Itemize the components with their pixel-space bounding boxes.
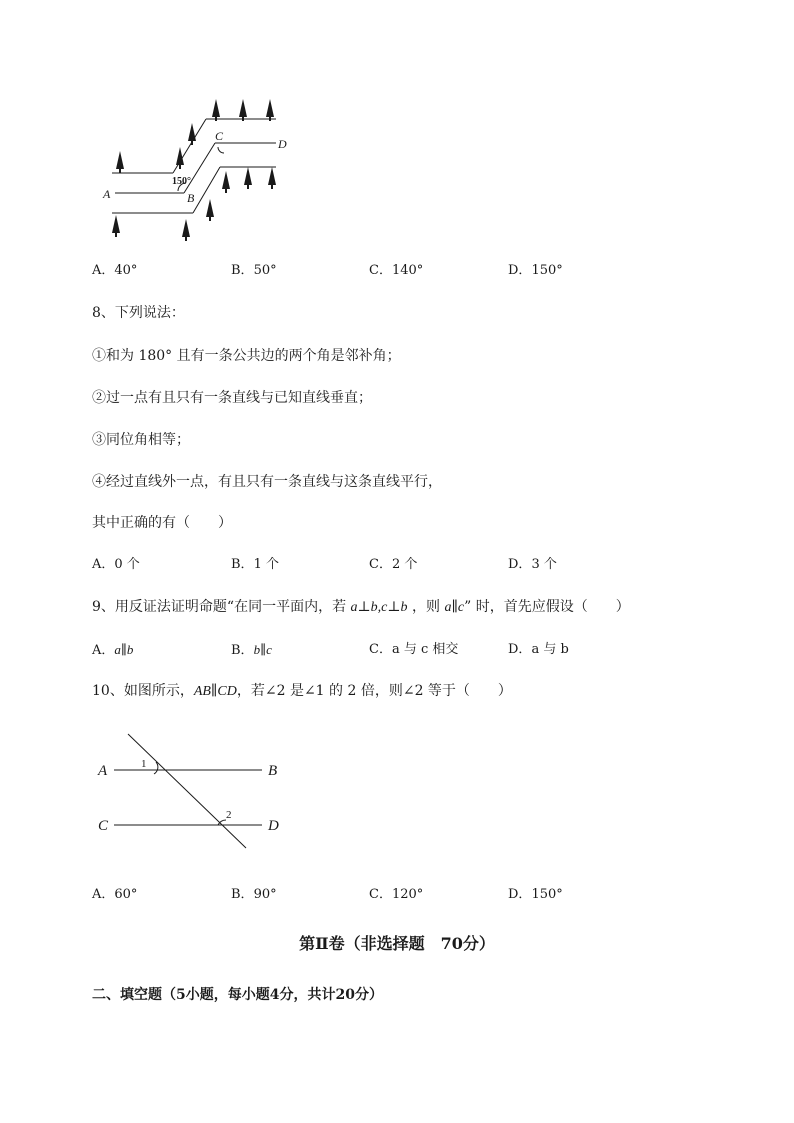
fig7-label-c: C [215,129,224,143]
q7-option-d[interactable]: D．150° [508,263,563,278]
q7-option-a[interactable]: A．40° [92,263,138,278]
figure-q10 [92,728,292,858]
q8-stem: 8、下列说法： [92,305,185,321]
transversal [128,734,246,848]
q8-option-b[interactable]: B．1 个 [231,557,279,572]
q8-ask: 其中正确的有（ ） [92,515,232,531]
q7-option-b[interactable]: B．50° [231,263,277,278]
q9-conclusion: a∥c [444,600,465,615]
fig10-angle-2: 2 [226,809,232,821]
q10-option-d[interactable]: D．150° [508,887,563,902]
q8-option-c[interactable]: C．2 个 [369,557,418,572]
figure-q7 [100,95,300,245]
q8-statement-1: ①和为 180° 且有一条公共边的两个角是邻补角； [92,348,401,364]
q9-condition: a⊥b,c⊥b [350,600,408,615]
q9-option-c[interactable]: C．a 与 c 相交 [369,642,459,657]
q8-statement-4: ④经过直线外一点，有且只有一条直线与这条直线平行， [92,474,442,490]
tree-icons [112,99,276,241]
q10-option-c[interactable]: C．120° [369,887,424,902]
fig10-label-a: A [98,763,108,779]
part-2-title: 第Ⅱ卷（非选择题 70分） [299,934,495,953]
q8-option-a[interactable]: A．0 个 [92,557,140,572]
q7-option-c[interactable]: C．140° [369,263,424,278]
q9-option-d[interactable]: D．a 与 b [508,642,569,657]
fig10-label-d: D [268,818,279,834]
fig10-angle-1: 1 [141,758,147,770]
q8-option-d[interactable]: D．3 个 [508,557,557,572]
q9-option-b[interactable]: B．b∥c [231,642,272,658]
fig10-label-c: C [98,818,109,834]
fig7-label-b: B [187,191,195,205]
q8-statement-3: ③同位角相等； [92,432,190,448]
section-fill-in-title: 二、填空题（5小题，每小题4分，共计20分） [92,987,383,1003]
q9-option-a[interactable]: A．a∥b [92,642,134,658]
fig10-label-b: B [268,763,278,779]
q10-condition: AB∥CD [193,684,237,699]
fig7-angle-label: 150° [172,176,191,187]
q9-stem: 9、用反证法证明命题“在同一平面内，若 a⊥b,c⊥b ，则 a∥c” 时，首先应假设（ ） [92,599,630,615]
angle-1-arc [154,762,158,774]
fig7-label-a: A [103,187,111,201]
q10-stem: 10、如图所示，AB∥CD，若∠2 是∠1 的 2 倍，则∠2 等于（ ） [92,683,512,699]
q10-option-a[interactable]: A．60° [92,887,138,902]
q8-statement-2: ②过一点有且只有一条直线与已知直线垂直； [92,390,372,406]
q10-option-b[interactable]: B．90° [231,887,277,902]
fig7-label-d: D [278,137,287,151]
